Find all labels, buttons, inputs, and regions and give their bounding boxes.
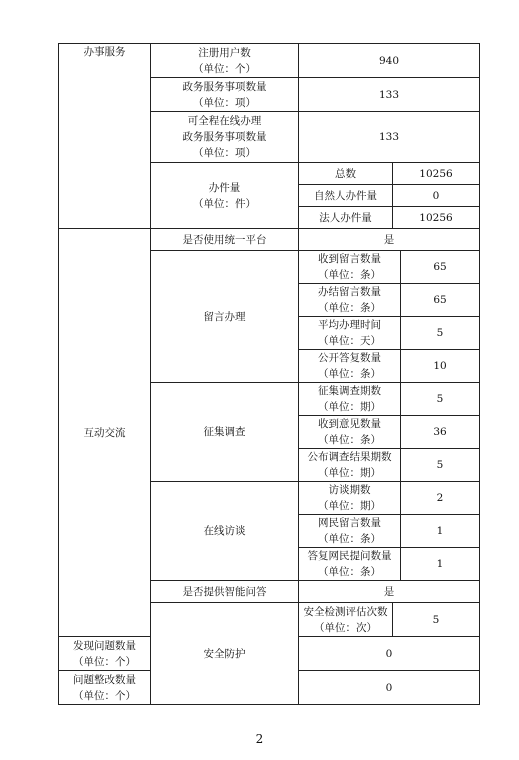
- label-text: 注册用户数: [198, 46, 251, 59]
- statistics-table: [58, 43, 480, 705]
- label-text: 可全程在线办理: [187, 115, 262, 127]
- smart-qa-value: 是: [299, 581, 480, 603]
- messages-label: 留言办理: [151, 251, 299, 383]
- label-text: 答复网民提问数量: [307, 550, 392, 562]
- unit-text: （单位：期）: [318, 500, 381, 512]
- survey-periods-label: [299, 383, 401, 416]
- registered-users-label: [151, 44, 299, 78]
- handled-legal-label: 法人办件量: [299, 207, 393, 229]
- unit-text: （单位：次）: [314, 621, 377, 634]
- unit-text: （单位：条）: [318, 302, 381, 314]
- unit-text: （单位：条）: [318, 533, 381, 545]
- registered-users-value: 940: [299, 44, 480, 78]
- unified-platform-label: 是否使用统一平台: [151, 229, 299, 251]
- security-checks-label: [299, 603, 393, 637]
- label-text: 平均办理时间: [318, 319, 381, 331]
- label-text: 办件量: [208, 181, 241, 194]
- interview-periods-label: [299, 482, 401, 515]
- messages-closed-value: 65: [401, 284, 480, 317]
- service-items-value: 133: [299, 78, 480, 112]
- interview-label: 在线访谈: [151, 482, 299, 581]
- interview-messages-label: [299, 515, 401, 548]
- unit-text: （单位：条）: [318, 269, 381, 281]
- security-checks-value: 5: [393, 603, 480, 637]
- label-text: 访谈期数: [328, 484, 371, 496]
- unit-text: （单位：条）: [318, 434, 381, 446]
- online-items-value: 133: [299, 112, 480, 163]
- survey-results-value: 5: [401, 449, 480, 482]
- unit-text: （单位：条）: [318, 566, 381, 578]
- unit-text: （单位：期）: [318, 467, 381, 479]
- security-fixed-value: 0: [299, 671, 480, 705]
- messages-received-value: 65: [401, 251, 480, 284]
- messages-closed-label: [299, 284, 401, 317]
- label-text: 公布调查结果期数: [307, 451, 392, 463]
- security-issues-label: [59, 637, 151, 671]
- label-text: 政务服务事项数量: [182, 131, 267, 143]
- unit-text: （单位：个）: [193, 62, 256, 75]
- service-items-label: [151, 78, 299, 112]
- unit-text: （单位：项）: [193, 147, 256, 159]
- page-number: 2: [255, 732, 264, 746]
- label-text: 办结留言数量: [318, 286, 381, 298]
- survey-label: 征集调查: [151, 383, 299, 482]
- interview-answers-label: [299, 548, 401, 581]
- label-text: 公开答复数量: [318, 352, 381, 364]
- section-label-interaction: 互动交流: [59, 229, 151, 637]
- label-text: 政务服务事项数量: [182, 80, 267, 93]
- unit-text: （单位：期）: [318, 401, 381, 413]
- interview-periods-value: 2: [401, 482, 480, 515]
- unit-text: （单位：个）: [73, 655, 136, 668]
- handled-total-value: 10256: [393, 163, 480, 185]
- survey-opinions-label: [299, 416, 401, 449]
- label-text: 安全检测评估次数: [303, 605, 388, 618]
- security-issues-value: 0: [299, 637, 480, 671]
- table-row: [59, 229, 480, 251]
- unit-text: （单位：项）: [193, 96, 256, 109]
- handled-natural-value: 0: [393, 185, 480, 207]
- label-text: 收到留言数量: [318, 253, 381, 265]
- messages-public-label: [299, 350, 401, 383]
- survey-results-label: [299, 449, 401, 482]
- section-label-security: 安全防护: [151, 603, 299, 705]
- handled-legal-value: 10256: [393, 207, 480, 229]
- unit-text: （单位：个）: [73, 689, 136, 702]
- unit-text: （单位：天）: [318, 335, 381, 347]
- table-row: [59, 44, 480, 78]
- survey-opinions-value: 36: [401, 416, 480, 449]
- security-fixed-label: [59, 671, 151, 705]
- handled-total-label: 总数: [299, 163, 393, 185]
- messages-avg-time-label: [299, 317, 401, 350]
- unified-platform-value: 是: [299, 229, 480, 251]
- interview-messages-value: 1: [401, 515, 480, 548]
- handled-label: [151, 163, 299, 229]
- label-text: 网民留言数量: [318, 517, 381, 529]
- handled-natural-label: 自然人办件量: [299, 185, 393, 207]
- survey-periods-value: 5: [401, 383, 480, 416]
- label-text: 征集调查期数: [318, 385, 381, 397]
- label-text: 问题整改数量: [73, 673, 136, 686]
- section-label-office: 办事服务: [59, 44, 151, 229]
- smart-qa-label: 是否提供智能问答: [151, 581, 299, 603]
- unit-text: （单位：件）: [193, 197, 256, 210]
- label-text: 发现问题数量: [73, 639, 136, 652]
- online-items-label: [151, 112, 299, 163]
- messages-received-label: [299, 251, 401, 284]
- label-text: 收到意见数量: [318, 418, 381, 430]
- messages-public-value: 10: [401, 350, 480, 383]
- interview-answers-value: 1: [401, 548, 480, 581]
- unit-text: （单位：条）: [318, 368, 381, 380]
- messages-avg-time-value: 5: [401, 317, 480, 350]
